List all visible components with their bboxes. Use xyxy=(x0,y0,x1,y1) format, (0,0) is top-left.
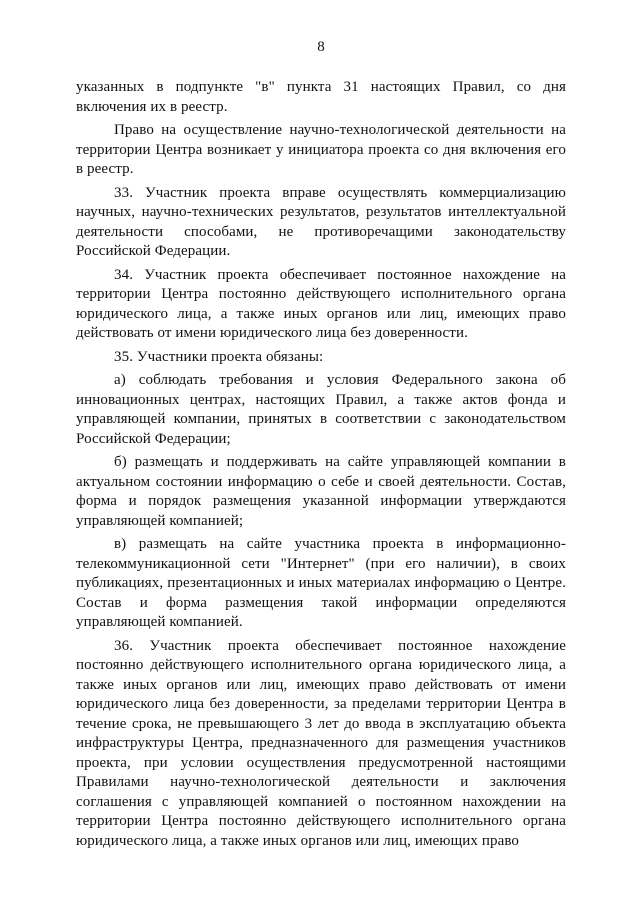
paragraph: а) соблюдать требования и условия Федерального закона об инновационных центрах, настоящих Правил, а также актов фонда и управляющей компании, принятых в соответствии с законодательством Российской Федерации; xyxy=(76,372,566,447)
paragraph: в) размещать на сайте участника проекта в информационно-телекоммуникационной сети "Интернет" (при его наличии), в своих публикациях, презентационных и иных материалах информацию о Центре. Состав и форма размещения такой информации определяются управляющей компанией. xyxy=(76,536,566,630)
paragraph: 33. Участник проекта вправе осуществлять коммерциализацию научных, научно-технических результатов, результатов интеллектуальной деятельности способами, не противоречащими законодательству Российской Федерации. xyxy=(76,184,566,259)
page-number: 8 xyxy=(317,39,325,55)
paragraph: 34. Участник проекта обеспечивает постоянное нахождение на территории Центра постоянно действующего исполнительного органа юридического лица, а также иных органов или лиц, имеющих право действовать от имени юридического лица без доверенности. xyxy=(76,266,566,341)
paragraph: 35. Участники проекта обязаны: xyxy=(114,348,324,365)
paragraph: 36. Участник проекта обеспечивает постоянное нахождение постоянно действующего исполнительного органа юридического лица, а также иных органов или лиц, имеющих право действовать от имени юридического лица без доверенности, за пределами территории Центра в течение срока, не превышающего 3 лет до ввода в эксплуатацию объекта инфраструктуры Центра, предназначенного для размещения участников проекта, при условии осуществления предусмотренной настоящими Правилами научно-технологической деятельности и заключения соглашения с управляющей компанией о постоянном нахождении на территории Центра постоянно действующего исполнительного органа юридического лица, а также иных органов или лиц, имеющих право xyxy=(76,637,566,849)
paragraph: Право на осуществление научно-технологической деятельности на территории Центра возникает у инициатора проекта со дня включения его в реестр. xyxy=(76,122,566,177)
paragraph: указанных в подпункте "в" пункта 31 настоящих Правил, со дня включения их в реестр. xyxy=(76,79,566,115)
paragraph: б) размещать и поддерживать на сайте управляющей компании в актуальном состоянии информацию о себе и своей деятельности. Состав, форма и порядок размещения указанной информации утверждаются управляющей компанией; xyxy=(76,454,566,529)
document-body xyxy=(76,78,566,851)
